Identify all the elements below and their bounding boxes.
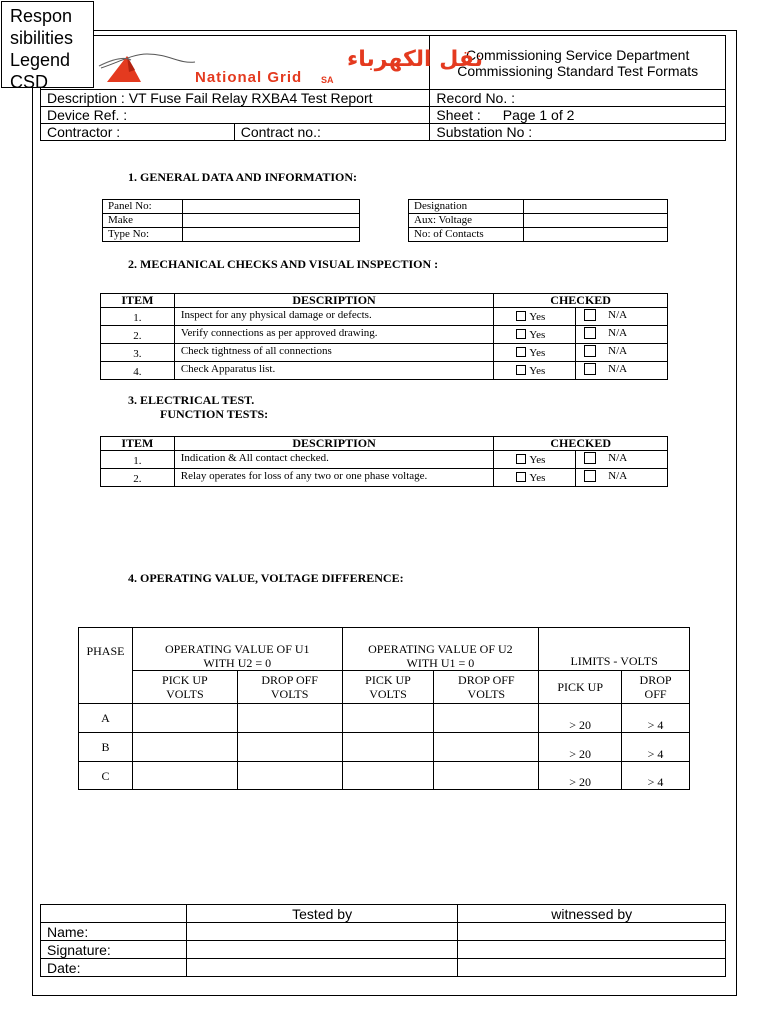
logo-arabic-text: نقل الكهرباء: [347, 47, 483, 72]
mechanical-checks-table: [100, 293, 668, 380]
checkbox-icon[interactable]: [584, 363, 596, 375]
phase-header: PHASE: [79, 628, 133, 704]
u1-pickup-value[interactable]: [132, 762, 237, 790]
panel-no-label: Panel No:: [103, 200, 183, 214]
legend-line: sibilities: [10, 28, 74, 48]
checkbox-icon[interactable]: [516, 329, 526, 339]
checkbox-icon[interactable]: [516, 472, 526, 482]
checkbox-icon[interactable]: [584, 309, 596, 321]
u2-dropoff-value[interactable]: [434, 704, 539, 733]
description-header: DESCRIPTION: [174, 437, 494, 451]
limits-header: LIMITS - VOLTS: [539, 628, 690, 671]
logo-cell: [41, 36, 483, 90]
item-number: 4.: [101, 362, 175, 380]
yes-option[interactable]: Yes: [494, 451, 576, 469]
dropoff-limit: > 4: [622, 733, 690, 762]
section1-title: 1. GENERAL DATA AND INFORMATION:: [128, 170, 358, 184]
table-row: [101, 362, 668, 380]
table-row: [41, 923, 726, 941]
phase-label: A: [79, 704, 133, 733]
phase-label: C: [79, 762, 133, 790]
pickup-limit: > 20: [539, 762, 622, 790]
item-description: Verify connections as per approved drawing.: [174, 326, 493, 344]
logo-english-text: National Grid: [195, 69, 303, 86]
table-row: [101, 308, 668, 326]
name-label: Name:: [41, 923, 187, 941]
dropoff-limit: > 4: [622, 704, 690, 733]
item-number: 1.: [101, 308, 175, 326]
no-of-contacts-label: No: of Contacts: [409, 228, 524, 242]
u1-dropoff-value[interactable]: [237, 704, 342, 733]
make-value[interactable]: [182, 214, 359, 228]
header-table: [40, 35, 726, 141]
u2-pickup-value[interactable]: [342, 762, 434, 790]
checked-header: CHECKED: [494, 437, 668, 451]
na-option[interactable]: N/A: [576, 344, 668, 362]
contractor-field: Contractor :: [41, 124, 235, 141]
na-option[interactable]: N/A: [576, 469, 668, 487]
panel-no-value[interactable]: [182, 200, 359, 214]
witnessed-by-header: witnessed by: [458, 905, 726, 923]
item-description: Check tightness of all connections: [174, 344, 493, 362]
date-label: Date:: [41, 959, 187, 977]
record-no-field: Record No. :: [430, 90, 726, 107]
sheet-value: Page 1 of 2: [502, 107, 575, 123]
yes-option[interactable]: Yes: [494, 362, 576, 380]
u2-pickup-value[interactable]: [342, 704, 434, 733]
u1-dropoff-value[interactable]: [237, 733, 342, 762]
na-option[interactable]: N/A: [576, 451, 668, 469]
section3-title: 3. ELECTRICAL TEST.: [128, 393, 255, 407]
type-no-label: Type No:: [103, 228, 183, 242]
make-label: Make: [103, 214, 183, 228]
na-option[interactable]: N/A: [576, 362, 668, 380]
u2-header: OPERATING VALUE OF U2 WITH U1 = 0: [342, 628, 539, 671]
sheet-label: Sheet :: [436, 107, 481, 123]
general-data-right-table: [408, 199, 668, 242]
pickup-limit: > 20: [539, 704, 622, 733]
table-row: [101, 451, 668, 469]
checkbox-icon[interactable]: [516, 454, 526, 464]
table-row: [79, 704, 690, 733]
item-description: Inspect for any physical damage or defects.: [174, 308, 493, 326]
section4-title: 4. OPERATING VALUE, VOLTAGE DIFFERENCE:: [128, 571, 404, 585]
u2-dropoff-value[interactable]: [434, 733, 539, 762]
item-description: Relay operates for loss of any two or one phase voltage.: [174, 469, 494, 487]
u1-dropoff-value[interactable]: [237, 762, 342, 790]
witnessed-by-date[interactable]: [458, 959, 726, 977]
checkbox-icon[interactable]: [584, 345, 596, 357]
item-header: ITEM: [101, 294, 175, 308]
tested-by-header: Tested by: [186, 905, 458, 923]
function-tests-table: [100, 436, 668, 487]
contract-no-field: Contract no.:: [234, 124, 430, 141]
type-no-value[interactable]: [182, 228, 359, 242]
tested-by-signature[interactable]: [186, 941, 458, 959]
checkbox-icon[interactable]: [516, 365, 526, 375]
limit-pickup-header: PICK UP: [539, 671, 622, 704]
legend-line: Respon: [10, 6, 73, 26]
tested-by-name[interactable]: [186, 923, 458, 941]
na-option[interactable]: N/A: [576, 326, 668, 344]
table-row: [79, 733, 690, 762]
aux-voltage-label: Aux: Voltage: [409, 214, 524, 228]
u1-dropoff-header: DROP OFF VOLTS: [237, 671, 342, 704]
item-number: 2.: [101, 326, 175, 344]
u1-header: OPERATING VALUE OF U1 WITH U2 = 0: [132, 628, 342, 671]
phase-label: B: [79, 733, 133, 762]
legend-line: CSD: [10, 72, 49, 92]
description-header: DESCRIPTION: [174, 294, 493, 308]
na-option[interactable]: N/A: [576, 308, 668, 326]
table-row: [101, 344, 668, 362]
national-grid-logo: [99, 42, 483, 86]
u2-dropoff-value[interactable]: [434, 762, 539, 790]
yes-option[interactable]: Yes: [494, 469, 576, 487]
section3-subtitle: FUNCTION TESTS:: [160, 407, 269, 421]
aux-voltage-value[interactable]: [523, 214, 667, 228]
u1-pickup-value[interactable]: [132, 704, 237, 733]
responsibilities-legend: [1, 1, 94, 92]
item-header: ITEM: [101, 437, 175, 451]
checkbox-icon[interactable]: [584, 452, 596, 464]
item-description: Indication & All contact checked.: [174, 451, 494, 469]
section2-title: 2. MECHANICAL CHECKS AND VISUAL INSPECTION :: [128, 257, 439, 271]
table-row: [79, 762, 690, 790]
checkbox-icon[interactable]: [584, 327, 596, 339]
item-number: 2.: [101, 469, 175, 487]
description-field: Description : VT Fuse Fail Relay RXBA4 Test Report: [41, 90, 430, 107]
operating-value-table: [78, 627, 690, 790]
signature-label: Signature:: [41, 941, 187, 959]
item-number: 1.: [101, 451, 175, 469]
checkbox-icon[interactable]: [584, 470, 596, 482]
designation-value[interactable]: [523, 200, 667, 214]
u2-pickup-value[interactable]: [342, 733, 434, 762]
no-of-contacts-value[interactable]: [523, 228, 667, 242]
pickup-limit: > 20: [539, 733, 622, 762]
legend-line: Legend: [10, 50, 71, 70]
sheet-field: [430, 107, 726, 124]
yes-option[interactable]: Yes: [494, 308, 576, 326]
table-row: [101, 469, 668, 487]
device-ref-field: Device Ref. :: [41, 107, 430, 124]
formats-title: Commissioning Standard Test Formats: [457, 62, 699, 79]
table-row: [101, 326, 668, 344]
tested-by-date[interactable]: [186, 959, 458, 977]
table-row: [41, 959, 726, 977]
substation-no-field: Substation No :: [430, 124, 726, 141]
u1-pickup-header: PICK UP VOLTS: [132, 671, 237, 704]
general-data-left-table: [102, 199, 360, 242]
logo-suffix-text: SA: [321, 75, 334, 85]
yes-option[interactable]: Yes: [494, 326, 576, 344]
u2-dropoff-header: DROP OFF VOLTS: [434, 671, 539, 704]
witnessed-by-signature[interactable]: [458, 941, 726, 959]
item-number: 3.: [101, 344, 175, 362]
witnessed-by-name[interactable]: [458, 923, 726, 941]
yes-option[interactable]: Yes: [494, 344, 576, 362]
department-title: Commissioning Service Department: [466, 46, 690, 63]
checked-header: CHECKED: [494, 294, 668, 308]
designation-label: Designation: [409, 200, 524, 214]
signature-table: [40, 904, 726, 977]
item-description: Check Apparatus list.: [174, 362, 493, 380]
table-row: [41, 941, 726, 959]
u2-pickup-header: PICK UP VOLTS: [342, 671, 434, 704]
signature-corner: [41, 905, 187, 923]
checkbox-icon[interactable]: [516, 347, 526, 357]
dropoff-limit: > 4: [622, 762, 690, 790]
u1-pickup-value[interactable]: [132, 733, 237, 762]
limit-dropoff-header: DROP OFF: [622, 671, 690, 704]
checkbox-icon[interactable]: [516, 311, 526, 321]
